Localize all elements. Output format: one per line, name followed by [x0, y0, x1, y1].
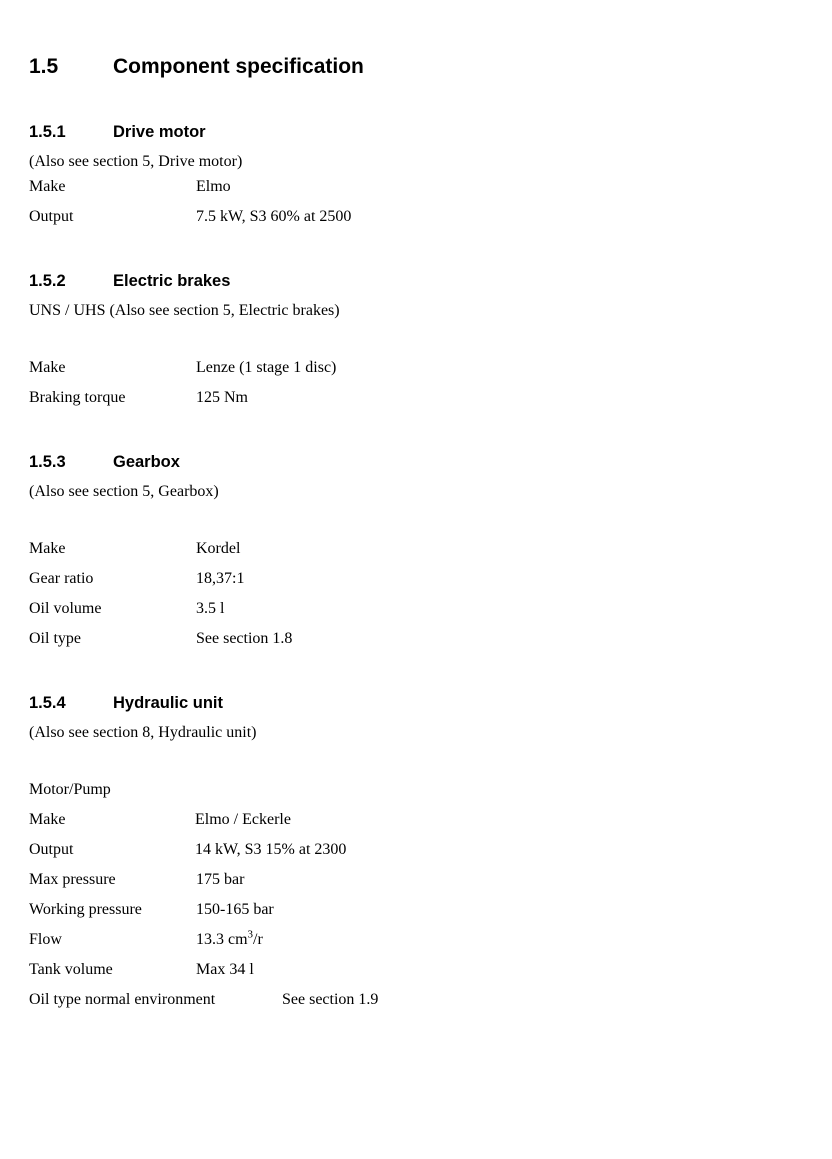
spec-label: Output [29, 208, 74, 225]
spec-value: 18,37:1 [196, 570, 245, 587]
spec-row [29, 564, 789, 594]
spec-row [29, 383, 789, 413]
spec-value-main: 13.3 cm [196, 931, 248, 948]
spec-table-electric-brakes [29, 353, 789, 413]
spec-row [29, 895, 789, 925]
spec-value: 125 Nm [196, 389, 248, 406]
spec-value: 14 kW, S3 15% at 2300 [195, 841, 347, 858]
spec-value-suffix: /r [253, 931, 263, 948]
spec-value [196, 925, 789, 955]
spec-value: 150-165 bar [196, 901, 274, 918]
spec-row [29, 955, 789, 985]
spec-value-exponent: 3 [247, 928, 254, 941]
spec-row [29, 202, 789, 232]
subsection-title: Drive motor [113, 123, 206, 141]
section-number: 1.5 [29, 55, 59, 78]
spec-value: Elmo [196, 178, 231, 195]
spec-row [29, 594, 789, 624]
page-content [29, 55, 789, 1015]
spec-table-hydraulic-unit [29, 805, 789, 1015]
spec-value: 3.5 l [196, 600, 225, 617]
spec-row-flow [29, 925, 789, 955]
spec-label: Braking torque [29, 389, 126, 406]
spec-value: 7.5 kW, S3 60% at 2500 [196, 208, 352, 225]
subsection-number: 1.5.3 [29, 453, 66, 471]
subsection-note: (Also see section 8, Hydraulic unit) [29, 724, 257, 741]
subsection-note: (Also see section 5, Gearbox) [29, 483, 219, 500]
spec-label: Working pressure [29, 901, 142, 918]
spec-row [29, 534, 789, 564]
spec-value: See section 1.8 [196, 630, 293, 647]
spec-table-drive-motor [29, 172, 789, 232]
spec-label: Make [29, 359, 66, 376]
spec-row [29, 805, 789, 835]
spec-row [29, 172, 789, 202]
spec-label: Oil type normal environment [29, 991, 216, 1008]
spec-row [29, 353, 789, 383]
spec-label: Tank volume [29, 961, 113, 978]
subsection-note: UNS / UHS (Also see section 5, Electric brakes) [29, 302, 340, 319]
spec-label: Make [29, 540, 66, 557]
spec-label: Make [29, 178, 66, 195]
spec-label: Output [29, 841, 74, 858]
subsection-heading-hydraulic-unit [29, 694, 789, 713]
subsection-heading-electric-brakes [29, 272, 789, 291]
subsection-note: (Also see section 5, Drive motor) [29, 153, 243, 170]
spec-label: Gear ratio [29, 570, 94, 587]
spec-row [29, 865, 789, 895]
spec-row [29, 985, 789, 1015]
section-heading [29, 55, 789, 79]
subsection-heading-drive-motor [29, 123, 789, 142]
subsection-number: 1.5.2 [29, 272, 66, 290]
spec-value: Kordel [196, 540, 241, 557]
spec-value: See section 1.9 [282, 991, 379, 1008]
subsection-number: 1.5.1 [29, 123, 66, 141]
spec-value: 175 bar [196, 871, 245, 888]
section-title: Component specification [113, 55, 364, 78]
spec-group-title: Motor/Pump [29, 781, 111, 798]
spec-value: Max 34 l [196, 961, 254, 978]
spec-value: Elmo / Eckerle [195, 811, 291, 828]
subsection-title: Gearbox [113, 453, 180, 471]
spec-row [29, 835, 789, 865]
spec-row [29, 624, 789, 654]
spec-label: Flow [29, 931, 62, 948]
subsection-heading-gearbox [29, 453, 789, 472]
spec-table-gearbox [29, 534, 789, 654]
subsection-number: 1.5.4 [29, 694, 66, 712]
spec-label: Oil volume [29, 600, 102, 617]
spec-label: Make [29, 811, 66, 828]
subsection-title: Electric brakes [113, 272, 231, 290]
spec-label: Max pressure [29, 871, 116, 888]
spec-value: Lenze (1 stage 1 disc) [196, 359, 337, 376]
spec-label: Oil type [29, 630, 81, 647]
subsection-title: Hydraulic unit [113, 694, 224, 712]
